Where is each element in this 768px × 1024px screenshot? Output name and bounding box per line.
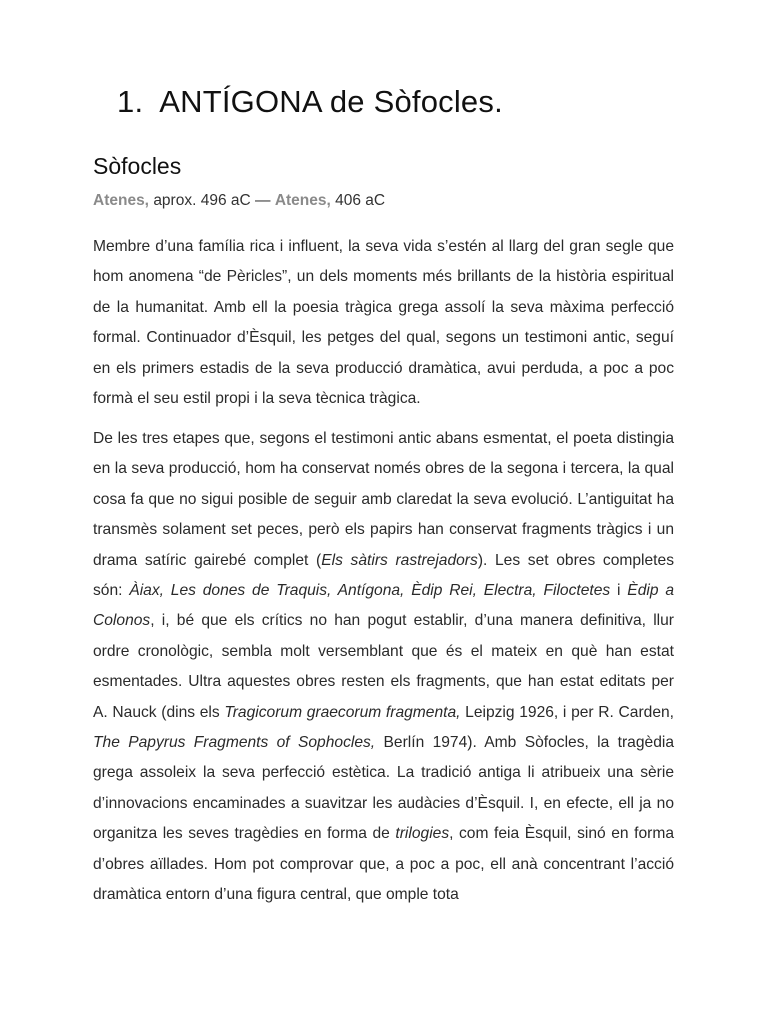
author-lifespan [93,192,385,210]
biography-paragraph-1: Membre d’una família rica i influent, la seva vida s’estén al llarg del gran segle que hom anomena “de Pèricles”, un dels moments més brillants de la història espiritual de la humanitat. Amb ell la poesia tràgica grega assolí la seva màxima perfecció formal. Continuador d’Èsquil, les petges del qual, segons un testimoni antic, seguí en els primers estadis de la seva producció dramàtica, avui perduda, a poc a poc formà el seu estil propi i la seva tècnica tràgica. [93,238,674,408]
section-heading [117,84,503,120]
book-title: The Papyrus Fragments of Sophocles, [93,734,376,752]
death-place-link[interactable]: Atenes, [274,192,331,209]
work-titles-list: Àiax, Les dones de Traquis, Antígona, Èdip Rei, Electra, Filoctetes [129,582,611,600]
work-title: Èdip a Colonos [93,582,674,630]
paragraph-text: , i, bé que els crítics no han pogut establir, d’una manera definitiva, llur ordre cronològic, sembla molt versemblant que és el mateix en què han estat esmentades. Ultra aquestes obres resten els fragments, que han estat editats per A. Nauck (dins els [93,612,674,721]
section-number: 1. [117,84,144,119]
birth-date: aprox. 496 aC — [153,192,271,209]
paragraph-text: Leipzig 1926, i per R. Carden, [460,703,675,721]
work-title: Els sàtirs rastrejadors [321,551,478,569]
paragraph-text: De les tres etapes que, segons el testimoni antic abans esmentat, el poeta distingia en la seva producció, hom ha conservat només obres de la segona i tercera, la qual cosa fa que no sigui posible de seguir amb claredat la seva evolució. L’antiguitat ha transmès solament set peces, però els papirs han conservat fragments tràgics i un drama satíric gairebé complet ( [93,430,674,569]
author-name: Sòfocles [93,153,182,179]
paragraph-text: i [610,582,628,600]
paragraph-text: Berlín 1974). Amb Sòfocles, la tragèdia grega assoleix la seva perfecció estètica. La tradició antiga li atribueix una sèrie d’innovacions encaminades a suavitzar les audàcies d’Èsquil. I, en efecte, ell ja no organitza les seves tragèdies en forma de [93,734,675,843]
term: trilogies [395,825,450,843]
birth-place-link[interactable]: Atenes, [93,192,149,209]
book-title: Tragicorum graecorum fragmenta, [224,703,461,721]
paragraph-text: ). Les set obres completes són: [93,551,674,600]
biography-paragraph-2 [93,424,674,911]
section-title: ANTÍGONA de Sòfocles. [159,84,503,119]
death-date: 406 aC [335,192,386,209]
paragraph-text: , com feia Èsquil, sinó en forma d’obres aïllades. Hom pot comprovar que, a poc a poc, ell anà concentrant l’acció dramàtica entorn d’una figura central, que omple tota [93,825,674,904]
